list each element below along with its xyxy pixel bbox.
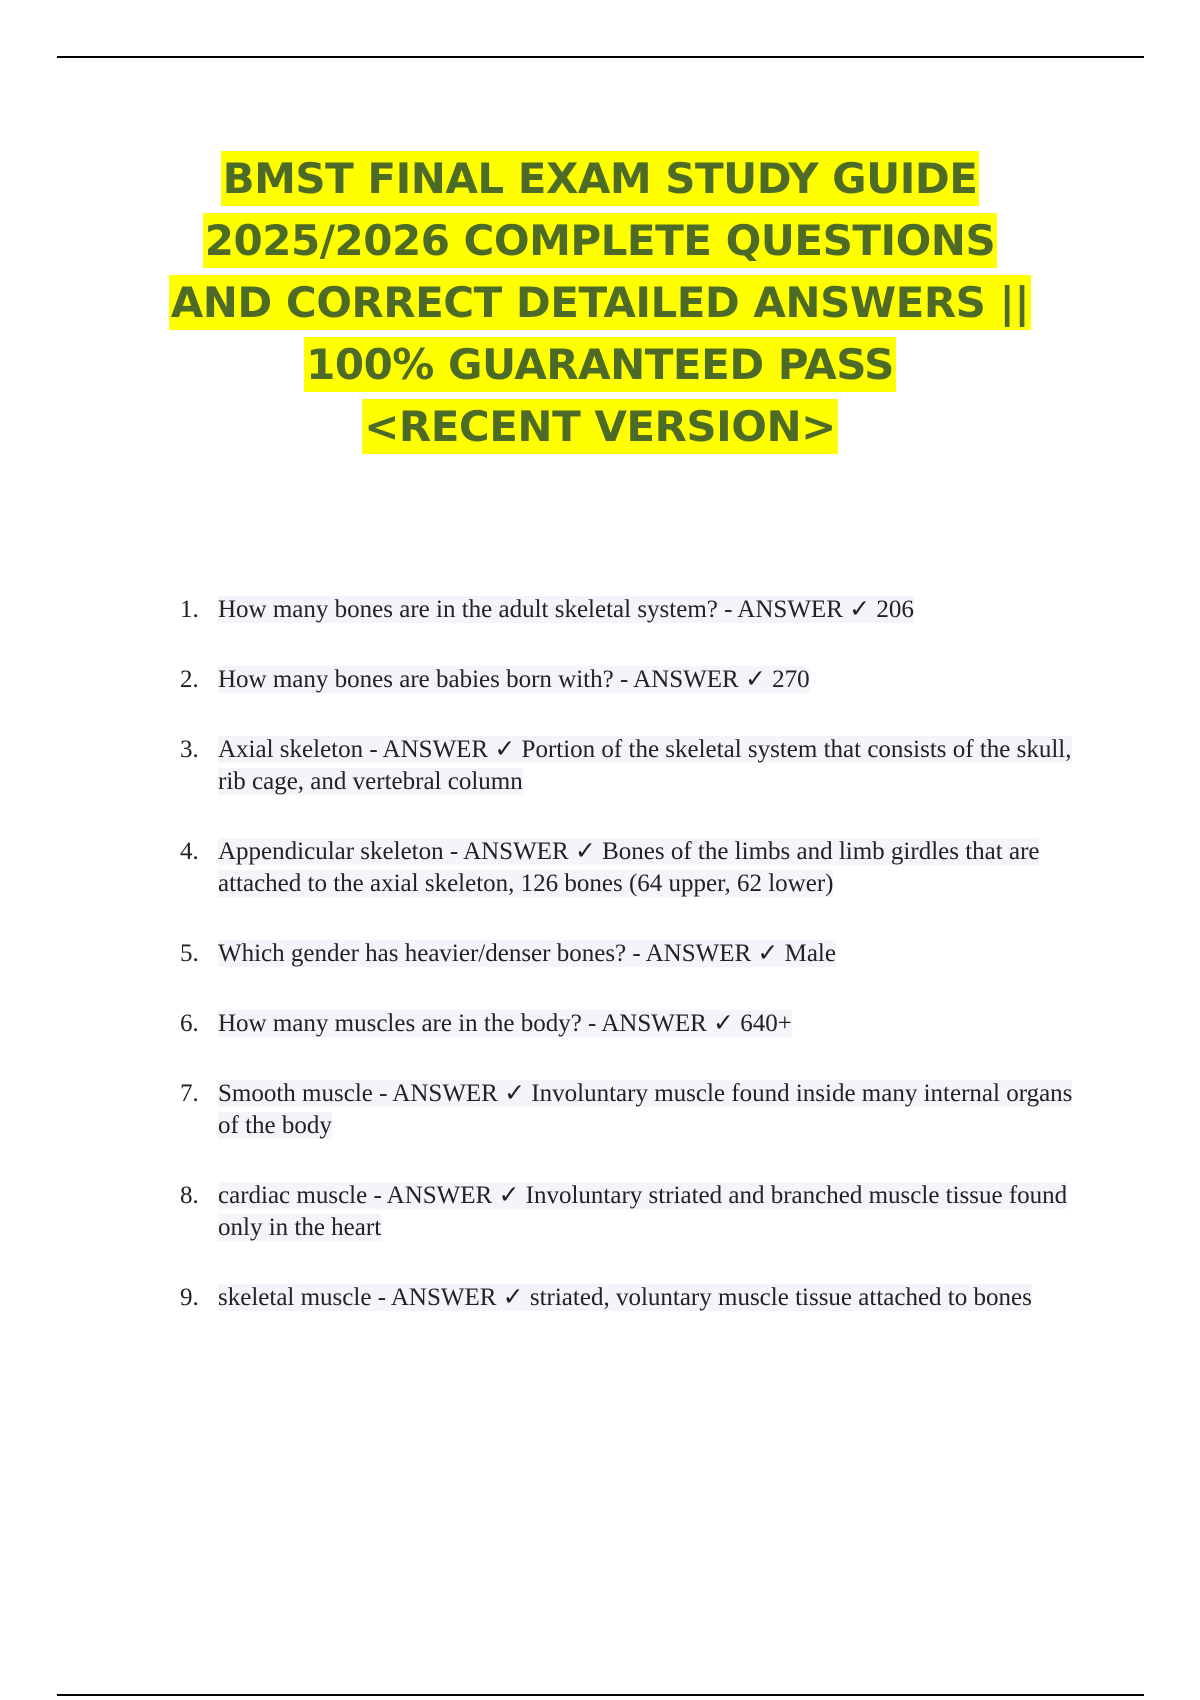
question-number: 1. bbox=[180, 596, 199, 623]
question-text bbox=[218, 836, 1078, 900]
question-answer-text: Axial skeleton - ANSWER ✓ Portion of the skeletal system that consists of the skull, rib cage, and vertebral column bbox=[218, 736, 1072, 795]
question-text bbox=[218, 664, 1078, 696]
question-item bbox=[0, 938, 1200, 970]
bottom-rule bbox=[57, 1694, 1144, 1696]
title-line bbox=[0, 334, 1200, 396]
title-line bbox=[0, 148, 1200, 210]
question-item bbox=[0, 734, 1200, 798]
question-text bbox=[218, 734, 1078, 798]
document-title bbox=[0, 148, 1200, 458]
title-line-text: 100% GUARANTEED PASS bbox=[304, 337, 896, 392]
question-text bbox=[218, 938, 1078, 970]
title-line bbox=[0, 272, 1200, 334]
title-line-text: 2025/2026 COMPLETE QUESTIONS bbox=[203, 213, 997, 268]
title-line bbox=[0, 210, 1200, 272]
question-number: 5. bbox=[180, 940, 199, 967]
question-text bbox=[218, 1008, 1078, 1040]
question-number: 7. bbox=[180, 1080, 199, 1107]
question-number: 8. bbox=[180, 1182, 199, 1209]
question-answer-text: How many bones are in the adult skeletal system? - ANSWER ✓ 206 bbox=[218, 596, 914, 623]
question-item bbox=[0, 664, 1200, 696]
question-text bbox=[218, 1282, 1078, 1314]
question-item bbox=[0, 1180, 1200, 1244]
question-number: 3. bbox=[180, 736, 199, 763]
question-answer-text: Appendicular skeleton - ANSWER ✓ Bones of the limbs and limb girdles that are attached to the axial skeleton, 126 bones (64 upper, 62 lower) bbox=[218, 838, 1040, 897]
question-number: 4. bbox=[180, 838, 199, 865]
title-line-text: <RECENT VERSION> bbox=[362, 399, 838, 454]
question-answer-text: Smooth muscle - ANSWER ✓ Involuntary muscle found inside many internal organs of the body bbox=[218, 1080, 1073, 1139]
question-number: 6. bbox=[180, 1010, 199, 1037]
title-line-text: BMST FINAL EXAM STUDY GUIDE bbox=[221, 151, 980, 206]
question-number: 2. bbox=[180, 666, 199, 693]
question-answer-text: skeletal muscle - ANSWER ✓ striated, voluntary muscle tissue attached to bones bbox=[218, 1284, 1032, 1311]
question-list bbox=[0, 594, 1200, 1352]
title-line-text: AND CORRECT DETAILED ANSWERS || bbox=[169, 275, 1031, 330]
question-answer-text: Which gender has heavier/denser bones? - ANSWER ✓ Male bbox=[218, 940, 836, 967]
question-answer-text: How many bones are babies born with? - ANSWER ✓ 270 bbox=[218, 666, 810, 693]
question-item bbox=[0, 1282, 1200, 1314]
question-number: 9. bbox=[180, 1284, 199, 1311]
question-answer-text: cardiac muscle - ANSWER ✓ Involuntary striated and branched muscle tissue found only in the heart bbox=[218, 1182, 1068, 1241]
question-item bbox=[0, 836, 1200, 900]
question-item bbox=[0, 594, 1200, 626]
title-line bbox=[0, 396, 1200, 458]
question-text bbox=[218, 1180, 1078, 1244]
question-text bbox=[218, 1078, 1078, 1142]
question-answer-text: How many muscles are in the body? - ANSWER ✓ 640+ bbox=[218, 1010, 792, 1037]
top-rule bbox=[57, 56, 1144, 58]
question-text bbox=[218, 594, 1078, 626]
question-item bbox=[0, 1078, 1200, 1142]
question-item bbox=[0, 1008, 1200, 1040]
